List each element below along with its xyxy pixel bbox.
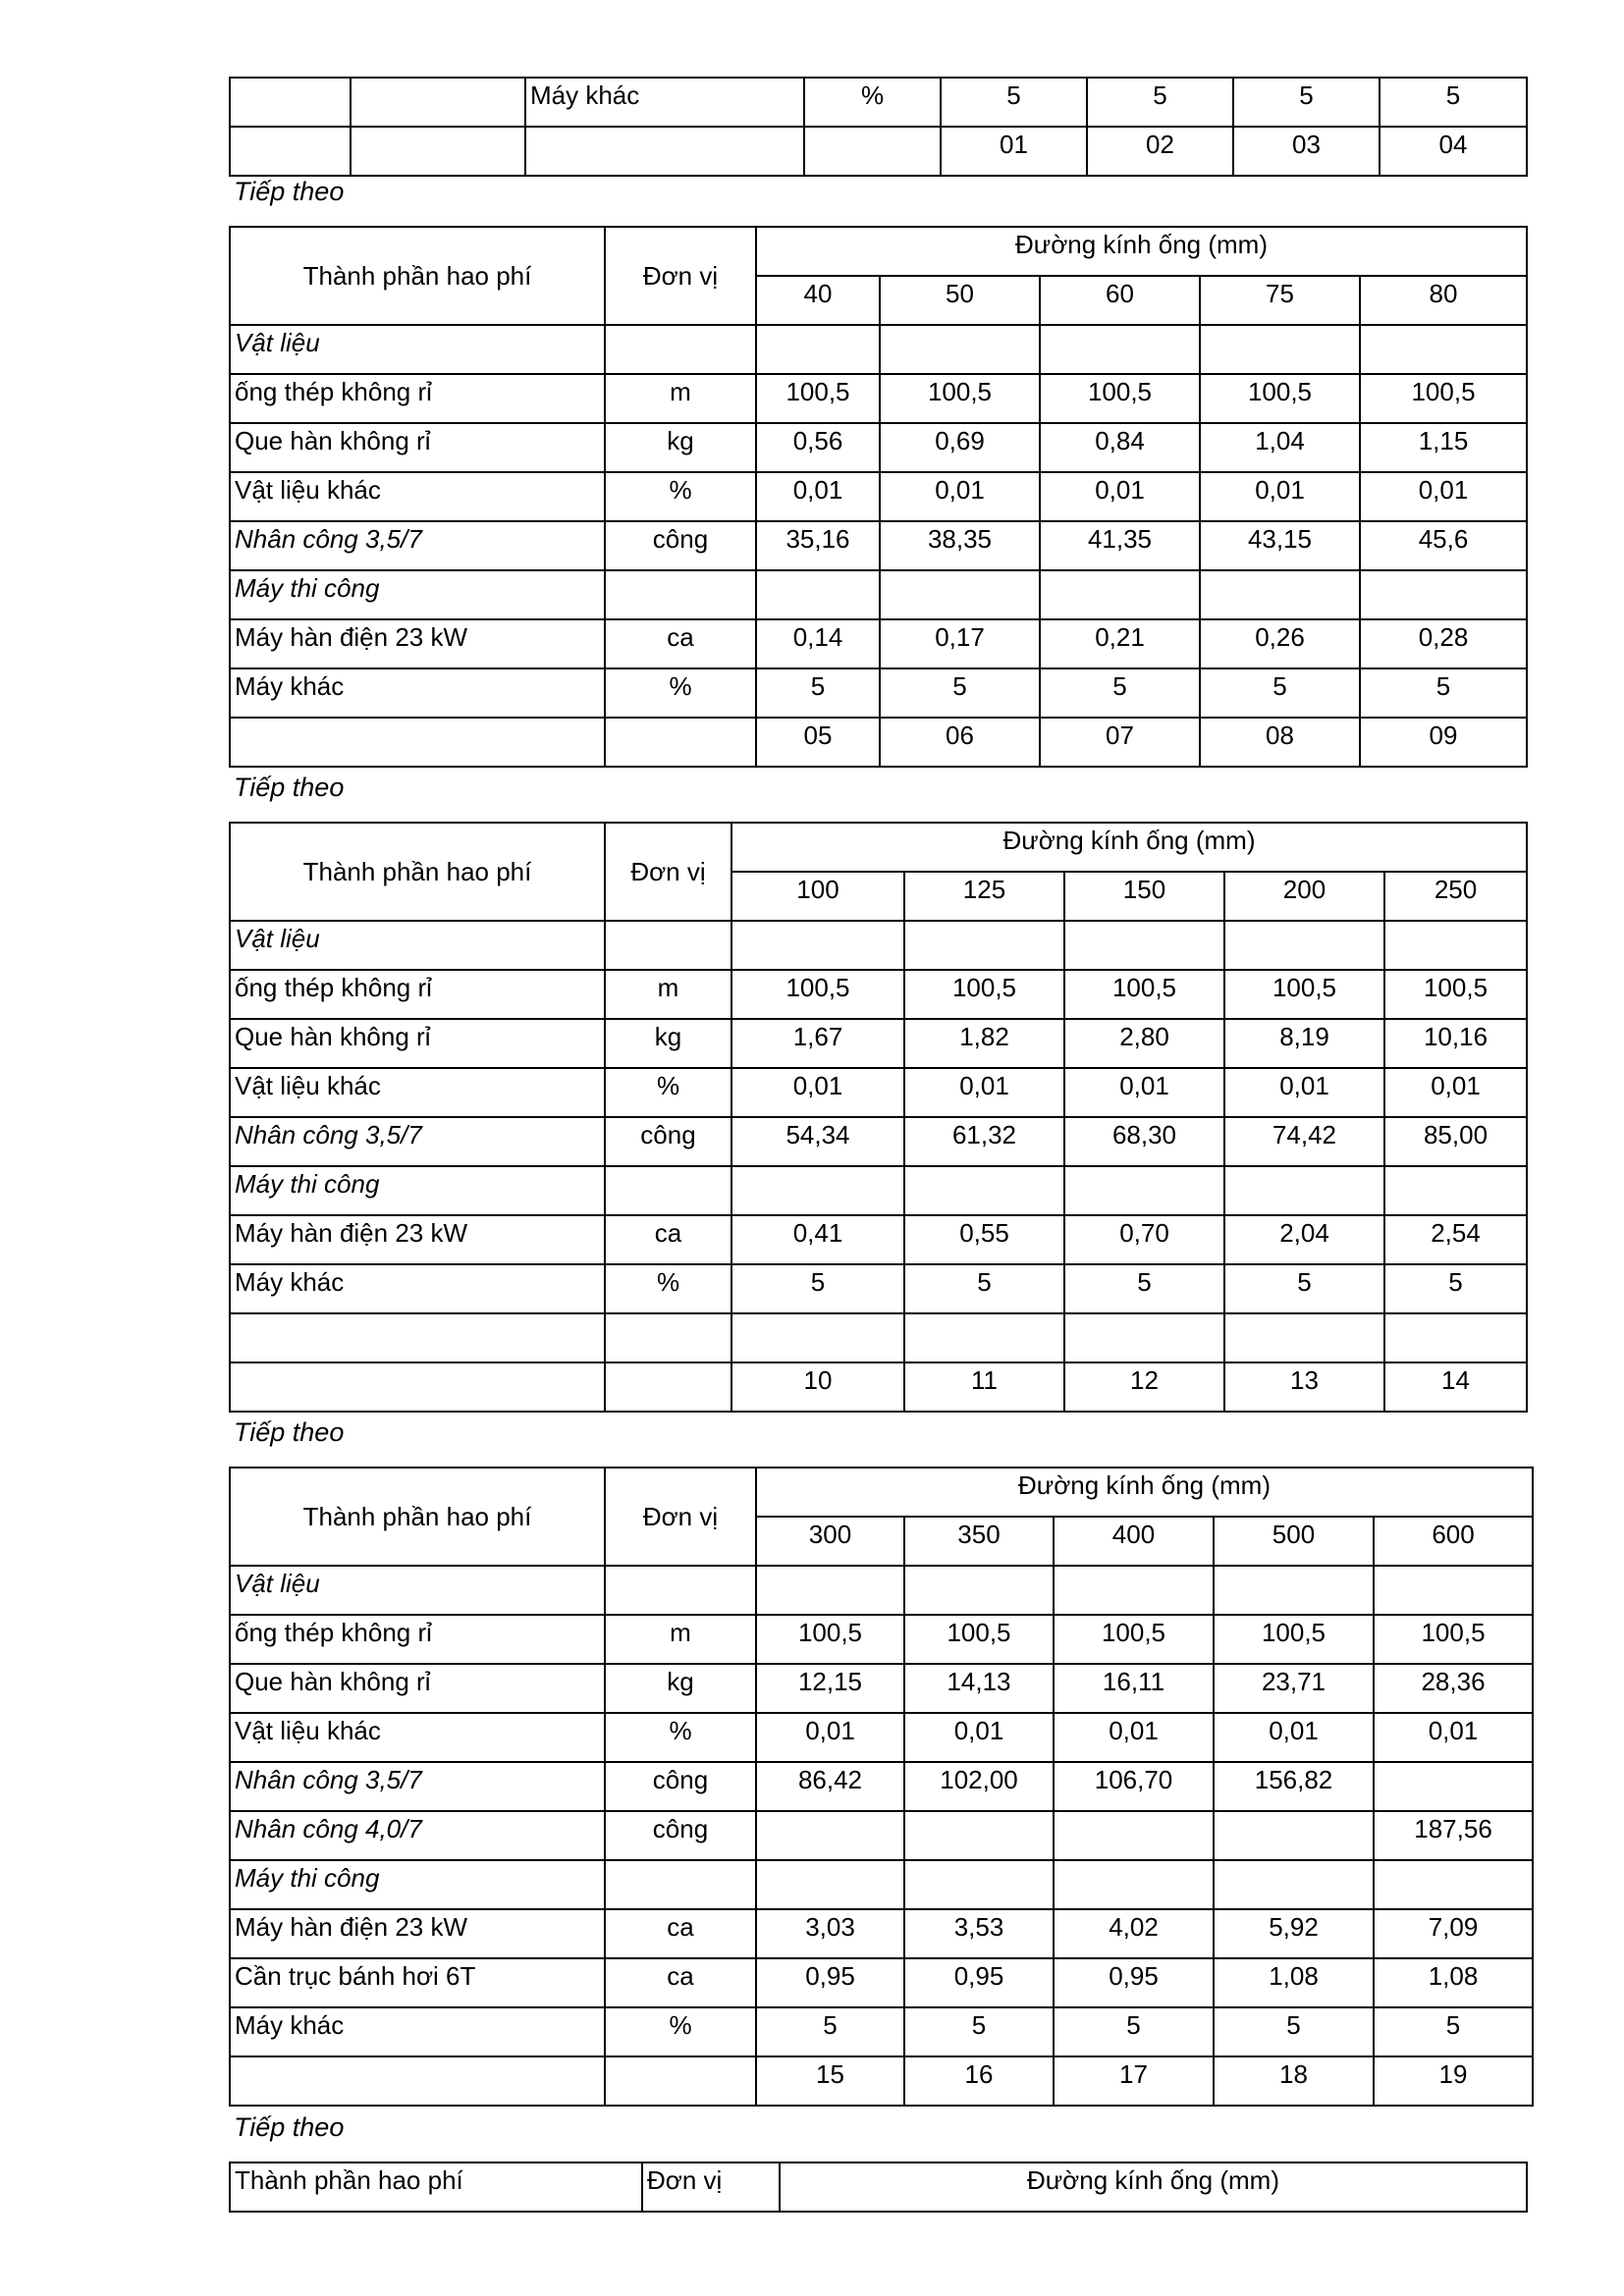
- row-name: Vật liệu: [230, 325, 605, 374]
- table-row: [230, 2056, 1533, 2106]
- empty-cell: [230, 127, 351, 176]
- header-unit: Đơn vị: [605, 1468, 756, 1566]
- value-cell: [1224, 1166, 1384, 1215]
- row-name: Máy hàn điện 23 kW: [230, 1909, 605, 1958]
- value-cell: [756, 570, 880, 619]
- diameter-header: 40: [756, 276, 880, 325]
- value-cell: 3,03: [756, 1909, 904, 1958]
- value-cell: 2,54: [1384, 1215, 1527, 1264]
- value-cell: [1360, 325, 1527, 374]
- empty-cell: [351, 127, 525, 176]
- row-unit: m: [605, 374, 756, 423]
- table-row: [230, 570, 1527, 619]
- value-cell: 5: [1087, 78, 1233, 127]
- value-cell: 0,01: [1200, 472, 1360, 521]
- value-cell: 5: [1214, 2007, 1374, 2056]
- table-row: [230, 521, 1527, 570]
- value-cell: 0,95: [1054, 1958, 1214, 2007]
- value-cell: 100,5: [1360, 374, 1527, 423]
- value-cell: 85,00: [1384, 1117, 1527, 1166]
- row-unit: kg: [605, 423, 756, 472]
- value-cell: [1200, 325, 1360, 374]
- norm-table-3: [229, 1467, 1534, 2107]
- table-row: [230, 970, 1527, 1019]
- table-row: [230, 619, 1527, 668]
- value-cell: 16,11: [1054, 1664, 1214, 1713]
- table-row: [230, 374, 1527, 423]
- value-cell: 13: [1224, 1362, 1384, 1412]
- table-row: [230, 1313, 1527, 1362]
- value-cell: 0,01: [1374, 1713, 1533, 1762]
- value-cell: 05: [756, 718, 880, 767]
- value-cell: 0,01: [756, 472, 880, 521]
- value-cell: 07: [1040, 718, 1200, 767]
- value-cell: 100,5: [1064, 970, 1224, 1019]
- table-row: [230, 2007, 1533, 2056]
- value-cell: 54,34: [731, 1117, 904, 1166]
- value-cell: 100,5: [756, 374, 880, 423]
- value-cell: 0,95: [756, 1958, 904, 2007]
- value-cell: 100,5: [1374, 1615, 1533, 1664]
- row-name: Nhân công 4,0/7: [230, 1811, 605, 1860]
- row-unit: %: [605, 1068, 731, 1117]
- header-component: Thành phần hao phí: [230, 2163, 642, 2212]
- value-cell: [756, 1566, 904, 1615]
- value-cell: [1214, 1860, 1374, 1909]
- norm-table-2: [229, 822, 1528, 1413]
- value-cell: 41,35: [1040, 521, 1200, 570]
- value-cell: 14,13: [904, 1664, 1054, 1713]
- value-cell: 5: [1224, 1264, 1384, 1313]
- value-cell: [1384, 1166, 1527, 1215]
- value-cell: 100,5: [756, 1615, 904, 1664]
- value-cell: 100,5: [1384, 970, 1527, 1019]
- value-cell: 03: [1233, 127, 1380, 176]
- row-name: Que hàn không rỉ: [230, 1019, 605, 1068]
- table-row: [230, 1860, 1533, 1909]
- value-cell: 23,71: [1214, 1664, 1374, 1713]
- row-unit: [605, 718, 756, 767]
- diameter-header: 50: [880, 276, 1040, 325]
- value-cell: [1064, 1313, 1224, 1362]
- value-cell: [904, 921, 1064, 970]
- row-name: [230, 1362, 605, 1412]
- row-unit: ca: [605, 1958, 756, 2007]
- value-cell: 0,41: [731, 1215, 904, 1264]
- value-cell: 68,30: [1064, 1117, 1224, 1166]
- row-unit: m: [605, 970, 731, 1019]
- continuation-label: Tiếp theo: [234, 2112, 345, 2142]
- value-cell: 86,42: [756, 1762, 904, 1811]
- table-row: [230, 1566, 1533, 1615]
- value-cell: [1384, 921, 1527, 970]
- row-unit: [605, 1566, 756, 1615]
- row-unit: %: [605, 1713, 756, 1762]
- row-name: Máy khác: [230, 2007, 605, 2056]
- row-unit: ca: [605, 619, 756, 668]
- value-cell: 0,01: [1224, 1068, 1384, 1117]
- row-name: Vật liệu: [230, 1566, 605, 1615]
- value-cell: 5: [1374, 2007, 1533, 2056]
- value-cell: 10,16: [1384, 1019, 1527, 1068]
- value-cell: 5: [880, 668, 1040, 718]
- value-cell: 5: [1040, 668, 1200, 718]
- table-row: [230, 1664, 1533, 1713]
- value-cell: 0,01: [731, 1068, 904, 1117]
- value-cell: 01: [941, 127, 1087, 176]
- value-cell: 100,5: [731, 970, 904, 1019]
- value-cell: 5: [756, 668, 880, 718]
- value-cell: 12,15: [756, 1664, 904, 1713]
- table-row: [230, 1909, 1533, 1958]
- value-cell: 0,69: [880, 423, 1040, 472]
- value-cell: 0,01: [1214, 1713, 1374, 1762]
- row-unit: ca: [605, 1909, 756, 1958]
- norm-table-1: [229, 226, 1528, 768]
- row-name: ống thép không rỉ: [230, 374, 605, 423]
- value-cell: 38,35: [880, 521, 1040, 570]
- value-cell: 61,32: [904, 1117, 1064, 1166]
- value-cell: 17: [1054, 2056, 1214, 2106]
- value-cell: 100,5: [904, 970, 1064, 1019]
- row-unit: %: [605, 1264, 731, 1313]
- value-cell: 43,15: [1200, 521, 1360, 570]
- row-unit: m: [605, 1615, 756, 1664]
- header-diameter: Đường kính ống (mm): [731, 823, 1527, 872]
- header-unit: Đơn vị: [642, 2163, 780, 2212]
- value-cell: 16: [904, 2056, 1054, 2106]
- value-cell: 0,01: [756, 1713, 904, 1762]
- value-cell: 0,01: [904, 1068, 1064, 1117]
- value-cell: [1064, 921, 1224, 970]
- value-cell: 0,95: [904, 1958, 1054, 2007]
- value-cell: [880, 325, 1040, 374]
- value-cell: 1,04: [1200, 423, 1360, 472]
- value-cell: 100,5: [1224, 970, 1384, 1019]
- row-name: Que hàn không rỉ: [230, 1664, 605, 1713]
- value-cell: 35,16: [756, 521, 880, 570]
- top-fragment-table: [229, 77, 1528, 177]
- value-cell: [880, 570, 1040, 619]
- value-cell: 2,80: [1064, 1019, 1224, 1068]
- header-diameter: Đường kính ống (mm): [756, 227, 1527, 276]
- value-cell: 04: [1380, 127, 1527, 176]
- value-cell: [1064, 1166, 1224, 1215]
- value-cell: 0,01: [1384, 1068, 1527, 1117]
- diameter-header: 300: [756, 1517, 904, 1566]
- value-cell: 0,56: [756, 423, 880, 472]
- value-cell: 1,82: [904, 1019, 1064, 1068]
- row-name: Vật liệu khác: [230, 1713, 605, 1762]
- value-cell: [1040, 325, 1200, 374]
- diameter-header: 250: [1384, 872, 1527, 921]
- value-cell: [1374, 1762, 1533, 1811]
- value-cell: [1054, 1811, 1214, 1860]
- value-cell: 0,21: [1040, 619, 1200, 668]
- row-name: Nhân công 3,5/7: [230, 1762, 605, 1811]
- value-cell: 5: [731, 1264, 904, 1313]
- value-cell: 1,08: [1214, 1958, 1374, 2007]
- value-cell: 5: [756, 2007, 904, 2056]
- value-cell: 102,00: [904, 1762, 1054, 1811]
- row-name: Nhân công 3,5/7: [230, 1117, 605, 1166]
- value-cell: 09: [1360, 718, 1527, 767]
- value-cell: 5: [1233, 78, 1380, 127]
- value-cell: 74,42: [1224, 1117, 1384, 1166]
- value-cell: 100,5: [1214, 1615, 1374, 1664]
- value-cell: 12: [1064, 1362, 1224, 1412]
- row-name: [230, 2056, 605, 2106]
- row-name: Máy hàn điện 23 kW: [230, 619, 605, 668]
- row-name: ống thép không rỉ: [230, 970, 605, 1019]
- header-component: Thành phần hao phí: [230, 227, 605, 325]
- value-cell: 156,82: [1214, 1762, 1374, 1811]
- row-name: Que hàn không rỉ: [230, 423, 605, 472]
- diameter-header: 150: [1064, 872, 1224, 921]
- value-cell: [1224, 1313, 1384, 1362]
- table-row: [230, 1166, 1527, 1215]
- value-cell: 5: [904, 2007, 1054, 2056]
- row-unit: [605, 1313, 731, 1362]
- header-diameter: Đường kính ống (mm): [780, 2163, 1527, 2212]
- value-cell: [904, 1811, 1054, 1860]
- row-unit: [804, 127, 941, 176]
- empty-cell: [230, 78, 351, 127]
- row-name: Nhân công 3,5/7: [230, 521, 605, 570]
- row-unit: [605, 2056, 756, 2106]
- value-cell: [756, 1860, 904, 1909]
- row-unit: công: [605, 1811, 756, 1860]
- header-diameter: Đường kính ống (mm): [756, 1468, 1533, 1517]
- continuation-label: Tiếp theo: [234, 177, 345, 206]
- value-cell: [1200, 570, 1360, 619]
- row-name: Máy thi công: [230, 1166, 605, 1215]
- value-cell: 02: [1087, 127, 1233, 176]
- row-name: [230, 718, 605, 767]
- diameter-header: 60: [1040, 276, 1200, 325]
- value-cell: 5: [1054, 2007, 1214, 2056]
- value-cell: 0,01: [1360, 472, 1527, 521]
- row-unit: công: [605, 1762, 756, 1811]
- value-cell: 100,5: [1040, 374, 1200, 423]
- row-unit: %: [605, 472, 756, 521]
- table-row: [230, 472, 1527, 521]
- header-unit: Đơn vị: [605, 227, 756, 325]
- value-cell: 18: [1214, 2056, 1374, 2106]
- row-name: Vật liệu khác: [230, 1068, 605, 1117]
- value-cell: [731, 1166, 904, 1215]
- value-cell: 10: [731, 1362, 904, 1412]
- value-cell: [1374, 1860, 1533, 1909]
- value-cell: [904, 1166, 1064, 1215]
- row-name: Máy thi công: [230, 570, 605, 619]
- continuation-label: Tiếp theo: [234, 773, 345, 802]
- row-name: [230, 1313, 605, 1362]
- value-cell: 08: [1200, 718, 1360, 767]
- row-unit: ca: [605, 1215, 731, 1264]
- row-name: Máy hàn điện 23 kW: [230, 1215, 605, 1264]
- table-row: [230, 1019, 1527, 1068]
- value-cell: 8,19: [1224, 1019, 1384, 1068]
- table-row: [230, 1615, 1533, 1664]
- table-row: [230, 1811, 1533, 1860]
- value-cell: 5: [904, 1264, 1064, 1313]
- value-cell: 100,5: [880, 374, 1040, 423]
- diameter-header: 500: [1214, 1517, 1374, 1566]
- value-cell: [756, 1811, 904, 1860]
- table-row: [230, 1117, 1527, 1166]
- row-unit: kg: [605, 1664, 756, 1713]
- value-cell: 0,70: [1064, 1215, 1224, 1264]
- diameter-header: 100: [731, 872, 904, 921]
- value-cell: 5: [1064, 1264, 1224, 1313]
- value-cell: 0,01: [880, 472, 1040, 521]
- value-cell: 0,28: [1360, 619, 1527, 668]
- bottom-fragment-table: [229, 2162, 1528, 2213]
- value-cell: 0,01: [904, 1713, 1054, 1762]
- header-component: Thành phần hao phí: [230, 1468, 605, 1566]
- table-row: [230, 1264, 1527, 1313]
- row-name: Máy khác: [230, 668, 605, 718]
- row-unit: %: [804, 78, 941, 127]
- row-name: Vật liệu: [230, 921, 605, 970]
- value-cell: 0,01: [1040, 472, 1200, 521]
- value-cell: 5: [1200, 668, 1360, 718]
- row-name: Máy khác: [525, 78, 804, 127]
- row-unit: [605, 921, 731, 970]
- row-unit: [605, 1166, 731, 1215]
- value-cell: [1214, 1566, 1374, 1615]
- value-cell: [904, 1860, 1054, 1909]
- value-cell: 45,6: [1360, 521, 1527, 570]
- row-unit: [605, 1860, 756, 1909]
- diameter-header: 200: [1224, 872, 1384, 921]
- value-cell: 19: [1374, 2056, 1533, 2106]
- row-unit: [605, 1362, 731, 1412]
- value-cell: [731, 1313, 904, 1362]
- empty-cell: [351, 78, 525, 127]
- table-row: [230, 127, 1527, 176]
- value-cell: 5: [941, 78, 1087, 127]
- table-row: [230, 718, 1527, 767]
- value-cell: [1214, 1811, 1374, 1860]
- table-row: [230, 1958, 1533, 2007]
- header-unit: Đơn vị: [605, 823, 731, 921]
- header-component: Thành phần hao phí: [230, 823, 605, 921]
- value-cell: 100,5: [1200, 374, 1360, 423]
- table-row: [230, 668, 1527, 718]
- value-cell: 0,14: [756, 619, 880, 668]
- value-cell: 0,01: [1054, 1713, 1214, 1762]
- value-cell: [1224, 921, 1384, 970]
- diameter-header: 350: [904, 1517, 1054, 1566]
- value-cell: 0,84: [1040, 423, 1200, 472]
- diameter-header: 80: [1360, 276, 1527, 325]
- value-cell: [904, 1313, 1064, 1362]
- table-row: [230, 78, 1527, 127]
- value-cell: 100,5: [904, 1615, 1054, 1664]
- row-name: Máy thi công: [230, 1860, 605, 1909]
- value-cell: 3,53: [904, 1909, 1054, 1958]
- value-cell: 4,02: [1054, 1909, 1214, 1958]
- value-cell: [756, 325, 880, 374]
- value-cell: 2,04: [1224, 1215, 1384, 1264]
- table-row: [230, 1713, 1533, 1762]
- row-name: ống thép không rỉ: [230, 1615, 605, 1664]
- table-row: [230, 1215, 1527, 1264]
- row-unit: công: [605, 1117, 731, 1166]
- row-unit: kg: [605, 1019, 731, 1068]
- table-row: [230, 921, 1527, 970]
- table-row: [230, 423, 1527, 472]
- value-cell: 06: [880, 718, 1040, 767]
- row-name: [525, 127, 804, 176]
- table-row: [230, 1362, 1527, 1412]
- diameter-header: 75: [1200, 276, 1360, 325]
- value-cell: 0,55: [904, 1215, 1064, 1264]
- row-name: Vật liệu khác: [230, 472, 605, 521]
- value-cell: 1,67: [731, 1019, 904, 1068]
- diameter-header: 600: [1374, 1517, 1533, 1566]
- value-cell: 187,56: [1374, 1811, 1533, 1860]
- value-cell: [731, 921, 904, 970]
- value-cell: 11: [904, 1362, 1064, 1412]
- value-cell: [1054, 1860, 1214, 1909]
- value-cell: 5: [1380, 78, 1527, 127]
- value-cell: [1040, 570, 1200, 619]
- row-name: Cần trục bánh hơi 6T: [230, 1958, 605, 2007]
- value-cell: [1054, 1566, 1214, 1615]
- row-name: Máy khác: [230, 1264, 605, 1313]
- row-unit: %: [605, 2007, 756, 2056]
- value-cell: 1,08: [1374, 1958, 1533, 2007]
- value-cell: 5,92: [1214, 1909, 1374, 1958]
- table-row: [230, 1068, 1527, 1117]
- value-cell: 5: [1384, 1264, 1527, 1313]
- value-cell: 5: [1360, 668, 1527, 718]
- value-cell: [904, 1566, 1054, 1615]
- value-cell: 15: [756, 2056, 904, 2106]
- value-cell: 7,09: [1374, 1909, 1533, 1958]
- value-cell: 0,26: [1200, 619, 1360, 668]
- row-unit: công: [605, 521, 756, 570]
- value-cell: 28,36: [1374, 1664, 1533, 1713]
- row-unit: [605, 325, 756, 374]
- value-cell: [1360, 570, 1527, 619]
- value-cell: [1384, 1313, 1527, 1362]
- value-cell: 1,15: [1360, 423, 1527, 472]
- table-row: [230, 325, 1527, 374]
- value-cell: 100,5: [1054, 1615, 1214, 1664]
- value-cell: 14: [1384, 1362, 1527, 1412]
- value-cell: 0,01: [1064, 1068, 1224, 1117]
- diameter-header: 400: [1054, 1517, 1214, 1566]
- table-row: [230, 1762, 1533, 1811]
- diameter-header: 125: [904, 872, 1064, 921]
- row-unit: [605, 570, 756, 619]
- value-cell: 106,70: [1054, 1762, 1214, 1811]
- row-unit: %: [605, 668, 756, 718]
- value-cell: 0,17: [880, 619, 1040, 668]
- continuation-label: Tiếp theo: [234, 1417, 345, 1447]
- value-cell: [1374, 1566, 1533, 1615]
